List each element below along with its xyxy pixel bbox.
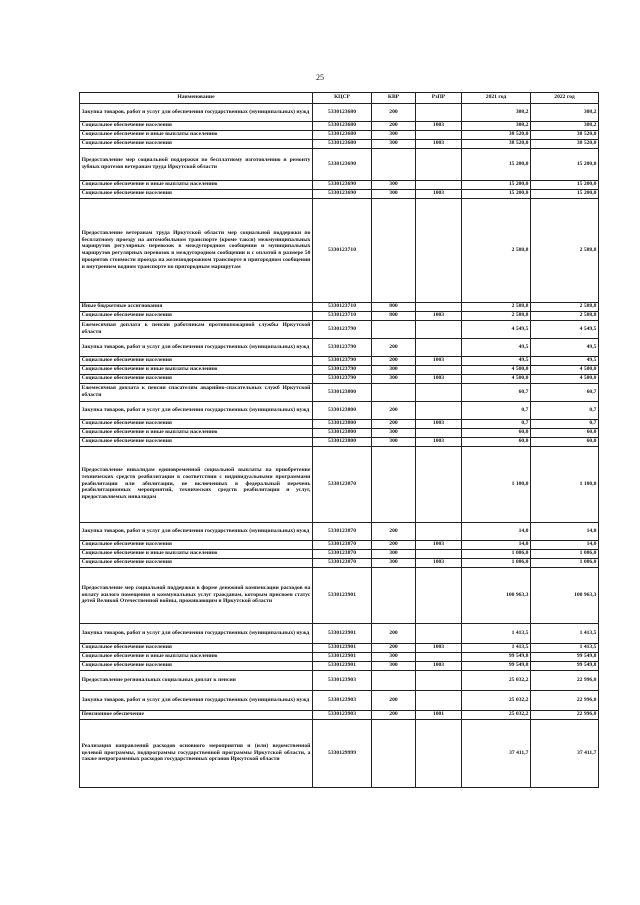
row-rzpr [416, 690, 462, 710]
row-kvr: 200 [372, 522, 416, 540]
row-rzpr [416, 148, 462, 180]
row-2022: 4 500,0 [531, 374, 599, 383]
row-rzpr [416, 103, 462, 121]
table-row [80, 311, 599, 320]
row-kcsr: 5330129999 [313, 719, 372, 787]
row-kcsr: 5330123790 [313, 374, 372, 383]
row-name: Социальное обеспечение и иные выплаты населению [80, 428, 313, 437]
row-rzpr: 1003 [416, 139, 462, 148]
row-2021: 0,7 [462, 401, 531, 419]
row-2022: 4 500,0 [531, 365, 599, 374]
row-2021: 38 520,0 [462, 139, 531, 148]
row-kvr [372, 383, 416, 401]
row-kcsr: 5330123800 [313, 383, 372, 401]
row-2022: 308,2 [531, 121, 599, 130]
row-kcsr: 5330123680 [313, 103, 372, 121]
row-2022: 4 549,5 [531, 320, 599, 338]
row-kvr: 200 [372, 121, 416, 130]
table-row [80, 719, 599, 787]
budget-table [79, 92, 599, 788]
row-kcsr: 5330123901 [313, 623, 372, 643]
row-rzpr: 1003 [416, 121, 462, 130]
row-name: Социальное обеспечение и иные выплаты населению [80, 180, 313, 189]
table-row [80, 710, 599, 719]
table-row [80, 446, 599, 522]
row-rzpr [416, 401, 462, 419]
row-rzpr: 1001 [416, 710, 462, 719]
row-name: Закупка товаров, работ и услуг для обеспечения государственных (муниципальных) нужд [80, 103, 313, 121]
row-rzpr [416, 198, 462, 302]
table-row [80, 652, 599, 661]
row-kvr: 300 [372, 428, 416, 437]
row-2022: 14,0 [531, 540, 599, 549]
row-name: Предоставление мер социальной поддержки в форме денежной компенсации расходов на оплату жилого помещения и коммунальных услуг гражданам, которым присвоен статус детей Великой Отечественной войны, проживающим в Иркутской области [80, 567, 313, 623]
row-rzpr [416, 428, 462, 437]
row-kvr [372, 148, 416, 180]
row-name: Предоставление региональных социальных доплат к пенсии [80, 670, 313, 690]
row-name: Социальное обеспечение населения [80, 121, 313, 130]
row-kvr: 800 [372, 311, 416, 320]
row-2021: 1 413,5 [462, 643, 531, 652]
row-2022: 1 413,5 [531, 623, 599, 643]
table-row [80, 401, 599, 419]
row-name: Социальное обеспечение населения [80, 189, 313, 198]
row-kcsr: 5330123870 [313, 558, 372, 567]
row-rzpr: 1003 [416, 540, 462, 549]
row-2021: 4 500,0 [462, 365, 531, 374]
row-kcsr: 5330123870 [313, 522, 372, 540]
row-2022: 1 086,0 [531, 558, 599, 567]
row-name: Социальное обеспечение и иные выплаты населению [80, 652, 313, 661]
row-kvr: 300 [372, 130, 416, 139]
row-name: Социальное обеспечение населения [80, 311, 313, 320]
row-2021: 308,2 [462, 121, 531, 130]
row-rzpr: 1003 [416, 374, 462, 383]
row-kvr: 300 [372, 189, 416, 198]
row-kcsr: 5330123901 [313, 661, 372, 670]
row-2022: 308,2 [531, 103, 599, 121]
row-kvr: 200 [372, 103, 416, 121]
row-2022: 15 200,0 [531, 180, 599, 189]
row-kcsr: 5330123790 [313, 338, 372, 356]
table-row [80, 567, 599, 623]
row-2022: 99 549,8 [531, 661, 599, 670]
row-2021: 14,0 [462, 540, 531, 549]
table-row [80, 428, 599, 437]
row-kcsr: 5330123903 [313, 670, 372, 690]
table-row [80, 103, 599, 121]
row-2022: 100 963,3 [531, 567, 599, 623]
row-kvr: 800 [372, 302, 416, 311]
row-kcsr: 5330123710 [313, 198, 372, 302]
row-2021: 37 411,7 [462, 719, 531, 787]
row-kcsr: 5330123800 [313, 401, 372, 419]
row-2021: 38 520,0 [462, 130, 531, 139]
row-name: Ежемесячная доплата к пенсии спасателям аварийно-спасательных служб Иркутской области [80, 383, 313, 401]
row-name: Социальное обеспечение населения [80, 139, 313, 148]
table-header-row [80, 93, 599, 104]
row-2022: 2 588,8 [531, 198, 599, 302]
row-rzpr [416, 446, 462, 522]
row-name: Закупка товаров, работ и услуг для обеспечения государственных (муниципальных) нужд [80, 522, 313, 540]
row-kvr: 300 [372, 661, 416, 670]
row-2021: 60,0 [462, 428, 531, 437]
table-row [80, 540, 599, 549]
row-2022: 1 100,0 [531, 446, 599, 522]
row-2022: 0,7 [531, 401, 599, 419]
page-number: 25 [316, 73, 324, 82]
row-2021: 4 500,0 [462, 374, 531, 383]
row-2021: 100 963,3 [462, 567, 531, 623]
row-rzpr [416, 383, 462, 401]
row-kvr: 300 [372, 549, 416, 558]
row-2021: 0,7 [462, 419, 531, 428]
row-2022: 15 200,0 [531, 189, 599, 198]
table-row [80, 522, 599, 540]
table-row [80, 356, 599, 365]
row-rzpr: 1003 [416, 437, 462, 446]
table-row [80, 661, 599, 670]
row-name: Социальное обеспечение населения [80, 540, 313, 549]
row-kcsr: 5330123690 [313, 189, 372, 198]
row-2022: 60,0 [531, 437, 599, 446]
row-name: Социальное обеспечение и иные выплаты населению [80, 549, 313, 558]
row-rzpr [416, 522, 462, 540]
table-row [80, 198, 599, 302]
row-2022: 49,5 [531, 356, 599, 365]
table-row [80, 558, 599, 567]
row-kvr: 300 [372, 365, 416, 374]
row-kvr: 300 [372, 558, 416, 567]
table-row [80, 139, 599, 148]
row-rzpr [416, 338, 462, 356]
row-2021: 1 413,5 [462, 623, 531, 643]
row-kvr: 200 [372, 419, 416, 428]
row-2022: 38 520,0 [531, 139, 599, 148]
row-name: Предоставление ветеранам труда Иркутской области мер социальной поддержки по бесплатному проезду на автомобильном транспорте (кроме такси) межмуниципальных маршрутов регулярных перевозок в междугородном сообщении и муниципальных маршрутов регулярных перевозок в междугородном сообщении и с оплатой в размере 50 процентов стоимости проезда на железнодорожном транспорте в пригородном сообщении и внутреннем водном транспорте по пригородным маршрутам [80, 198, 313, 302]
row-2021: 25 032,2 [462, 710, 531, 719]
table-row [80, 690, 599, 710]
row-kvr [372, 446, 416, 522]
table-row [80, 189, 599, 198]
row-2021: 4 549,5 [462, 320, 531, 338]
row-2022: 60,7 [531, 383, 599, 401]
row-rzpr [416, 365, 462, 374]
header-kcsr: КЦСР [313, 93, 372, 104]
row-kcsr: 5330123903 [313, 690, 372, 710]
table-row [80, 670, 599, 690]
row-kcsr: 5330123903 [313, 710, 372, 719]
row-kvr: 300 [372, 652, 416, 661]
row-2021: 60,7 [462, 383, 531, 401]
row-kvr [372, 670, 416, 690]
row-kvr: 200 [372, 690, 416, 710]
row-rzpr: 1003 [416, 419, 462, 428]
row-2021: 99 549,8 [462, 652, 531, 661]
row-2022: 15 200,0 [531, 148, 599, 180]
row-2021: 60,0 [462, 437, 531, 446]
row-kcsr: 5330123901 [313, 652, 372, 661]
row-name: Социальное обеспечение населения [80, 419, 313, 428]
table-row [80, 365, 599, 374]
row-kvr: 200 [372, 338, 416, 356]
row-2021: 1 100,0 [462, 446, 531, 522]
row-rzpr: 1003 [416, 558, 462, 567]
row-kcsr: 5330123710 [313, 302, 372, 311]
row-kcsr: 5330123800 [313, 419, 372, 428]
row-name: Пенсионное обеспечение [80, 710, 313, 719]
row-2021: 14,0 [462, 522, 531, 540]
row-rzpr [416, 670, 462, 690]
row-kvr: 200 [372, 710, 416, 719]
table-row [80, 320, 599, 338]
row-rzpr: 1003 [416, 356, 462, 365]
row-rzpr [416, 320, 462, 338]
row-name: Социальное обеспечение и иные выплаты населению [80, 365, 313, 374]
row-kcsr: 5330123710 [313, 311, 372, 320]
row-kcsr: 5330123690 [313, 148, 372, 180]
row-2022: 60,0 [531, 428, 599, 437]
row-2022: 1 086,0 [531, 549, 599, 558]
row-kcsr: 5330123690 [313, 180, 372, 189]
row-kcsr: 5330123790 [313, 320, 372, 338]
row-2022: 22 996,0 [531, 710, 599, 719]
row-2022: 22 996,0 [531, 690, 599, 710]
row-kcsr: 5330123901 [313, 643, 372, 652]
row-name: Закупка товаров, работ и услуг для обеспечения государственных (муниципальных) нужд [80, 690, 313, 710]
table-row [80, 130, 599, 139]
row-2021: 99 549,8 [462, 661, 531, 670]
table-row [80, 623, 599, 643]
row-2021: 25 032,2 [462, 670, 531, 690]
row-2021: 49,5 [462, 356, 531, 365]
row-kcsr: 5330123790 [313, 365, 372, 374]
row-kcsr: 5330123870 [313, 540, 372, 549]
row-2021: 15 200,0 [462, 148, 531, 180]
row-kvr: 300 [372, 139, 416, 148]
table-row [80, 419, 599, 428]
row-2021: 2 588,8 [462, 198, 531, 302]
row-name: Социальное обеспечение населения [80, 643, 313, 652]
row-name: Реализация направлений расходов основного мероприятия и (или) ведомственной целевой программы, подпрограммы государственной программы Иркутской области, а также непрограммных расходов государственных органов Иркутской области [80, 719, 313, 787]
row-kvr: 200 [372, 623, 416, 643]
row-rzpr: 1003 [416, 311, 462, 320]
row-kcsr: 5330123901 [313, 567, 372, 623]
header-2022: 2022 год [531, 93, 599, 104]
row-kcsr: 5330123800 [313, 428, 372, 437]
row-2022: 22 996,0 [531, 670, 599, 690]
row-2021: 15 200,0 [462, 189, 531, 198]
row-kcsr: 5330123680 [313, 121, 372, 130]
row-rzpr [416, 652, 462, 661]
row-rzpr [416, 130, 462, 139]
header-name: Наименование [80, 93, 313, 104]
row-kcsr: 5330123870 [313, 446, 372, 522]
row-name: Социальное обеспечение населения [80, 558, 313, 567]
row-kvr: 300 [372, 180, 416, 189]
row-2021: 308,2 [462, 103, 531, 121]
row-kvr [372, 719, 416, 787]
row-name: Закупка товаров, работ и услуг для обеспечения государственных (муниципальных) нужд [80, 623, 313, 643]
row-kvr [372, 320, 416, 338]
row-2021: 2 588,8 [462, 311, 531, 320]
row-rzpr: 1003 [416, 643, 462, 652]
row-rzpr: 1003 [416, 189, 462, 198]
row-rzpr [416, 623, 462, 643]
row-2021: 15 200,0 [462, 180, 531, 189]
row-name: Социальное обеспечение населения [80, 661, 313, 670]
row-kcsr: 5330123800 [313, 437, 372, 446]
row-kcsr: 5330123790 [313, 356, 372, 365]
row-2021: 1 086,0 [462, 558, 531, 567]
row-2022: 2 588,8 [531, 302, 599, 311]
row-2021: 2 588,8 [462, 302, 531, 311]
table-row [80, 437, 599, 446]
table-row [80, 643, 599, 652]
row-name: Иные бюджетные ассигнования [80, 302, 313, 311]
row-name: Закупка товаров, работ и услуг для обеспечения государственных (муниципальных) нужд [80, 401, 313, 419]
table-row [80, 302, 599, 311]
row-name: Социальное обеспечение и иные выплаты населению [80, 130, 313, 139]
table-row [80, 180, 599, 189]
row-rzpr [416, 719, 462, 787]
row-name: Ежемесячная доплата к пенсии работникам противопожарной службы Иркутской области [80, 320, 313, 338]
row-kcsr: 5330123680 [313, 130, 372, 139]
row-kvr: 200 [372, 643, 416, 652]
row-rzpr [416, 302, 462, 311]
header-2021: 2021 год [462, 93, 531, 104]
row-rzpr [416, 567, 462, 623]
row-2022: 49,5 [531, 338, 599, 356]
row-kvr: 300 [372, 374, 416, 383]
row-2022: 38 520,0 [531, 130, 599, 139]
table-row [80, 148, 599, 180]
row-kvr: 300 [372, 437, 416, 446]
row-name: Социальное обеспечение населения [80, 374, 313, 383]
row-rzpr [416, 549, 462, 558]
row-kcsr: 5330123870 [313, 549, 372, 558]
row-2021: 25 032,2 [462, 690, 531, 710]
row-2022: 0,7 [531, 419, 599, 428]
row-kvr [372, 567, 416, 623]
row-name: Предоставление мер социальной поддержки по бесплатному изготовлению и ремонту зубных протезов ветеранам труда Иркутской области [80, 148, 313, 180]
row-name: Социальное обеспечение населения [80, 437, 313, 446]
header-rzpr: РзПР [416, 93, 462, 104]
row-2021: 49,5 [462, 338, 531, 356]
row-kvr: 200 [372, 540, 416, 549]
row-kvr [372, 198, 416, 302]
row-2022: 2 588,8 [531, 311, 599, 320]
row-kvr: 200 [372, 356, 416, 365]
table-row [80, 383, 599, 401]
row-2022: 14,0 [531, 522, 599, 540]
row-2022: 99 549,8 [531, 652, 599, 661]
row-name: Закупка товаров, работ и услуг для обеспечения государственных (муниципальных) нужд [80, 338, 313, 356]
table-row [80, 374, 599, 383]
row-name: Предоставление инвалидам единовременной социальной выплаты на приобретение технических средств реабилитации в соответствии с индивидуальными программами реабилитации или абилитации, не включенных в федеральный перечень реабилитационных мероприятий, технических средств реабилитации и услуг, предоставляемых инвалидам [80, 446, 313, 522]
row-2021: 1 086,0 [462, 549, 531, 558]
row-2022: 1 413,5 [531, 643, 599, 652]
header-kvr: КВР [372, 93, 416, 104]
table-row [80, 121, 599, 130]
row-kcsr: 5330123680 [313, 139, 372, 148]
row-2022: 37 411,7 [531, 719, 599, 787]
row-rzpr: 1003 [416, 661, 462, 670]
row-name: Социальное обеспечение населения [80, 356, 313, 365]
row-rzpr [416, 180, 462, 189]
table-row [80, 338, 599, 356]
table-row [80, 549, 599, 558]
row-kvr: 200 [372, 401, 416, 419]
